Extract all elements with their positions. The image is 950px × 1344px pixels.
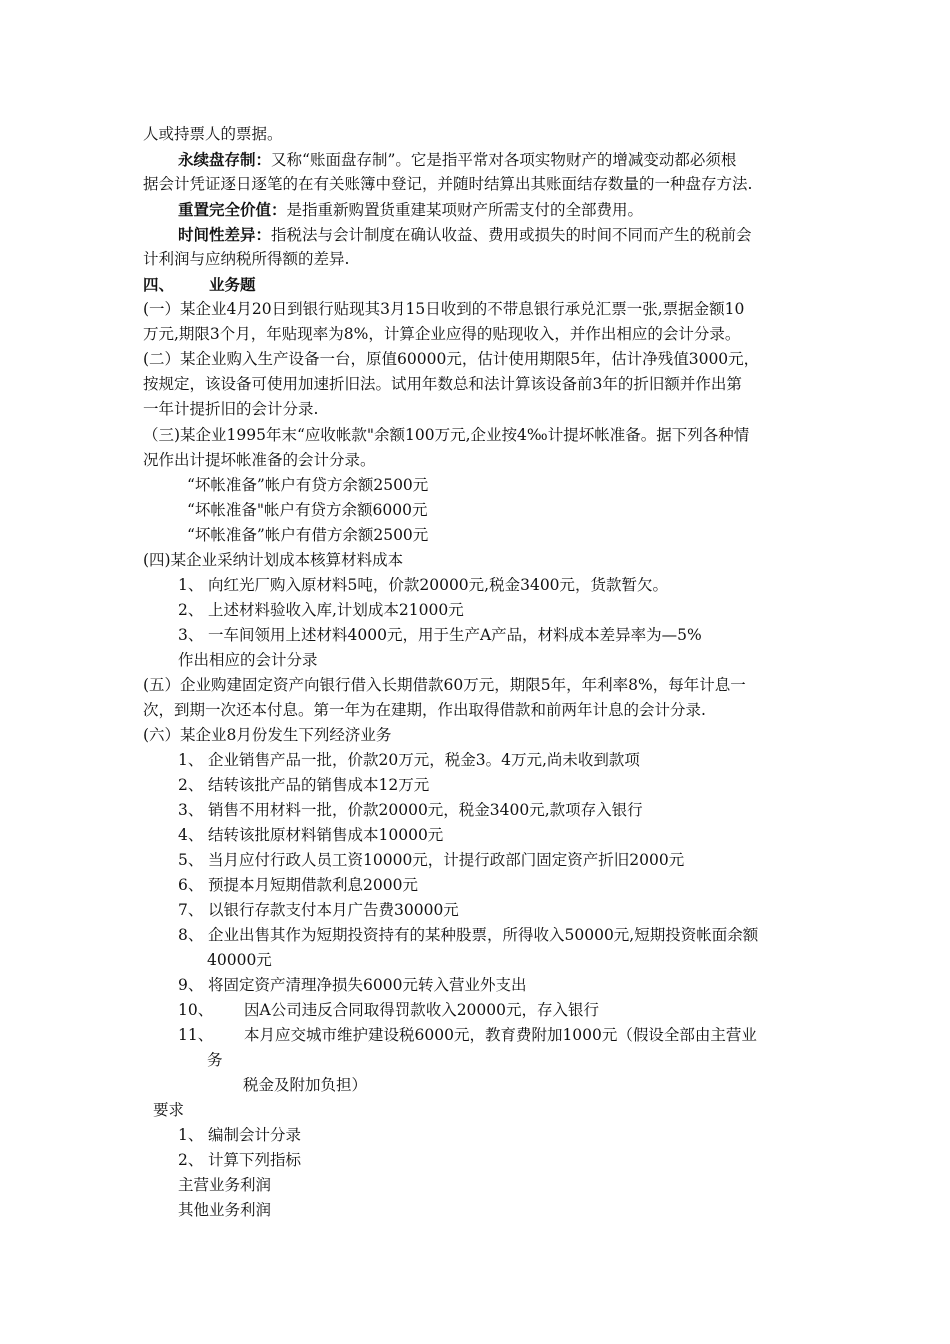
indicator-item: 主营业务利润 — [178, 1176, 272, 1194]
indicator-item: 其他业务利润 — [178, 1201, 272, 1219]
term-text: 是指重新购置货重建某项财产所需支付的全部费用。 — [286, 201, 644, 219]
question-4-line: 作出相应的会计分录 — [178, 651, 318, 669]
item-text: 结转该批产品的销售成本12万元 — [208, 776, 430, 794]
question-4-item — [178, 573, 668, 598]
term-label: 永续盘存制： — [178, 150, 272, 169]
question-6-item-continuation: 税金及附加负担） — [243, 1076, 368, 1094]
question-6-item — [178, 848, 684, 873]
question-6-item — [178, 773, 429, 798]
item-text: 编制会计分录 — [208, 1126, 302, 1144]
question-6-item — [178, 748, 640, 773]
question-3-line: 况作出计提坏帐准备的会计分录。 — [143, 451, 376, 469]
question-6-item — [178, 923, 758, 948]
definition-perpetual-inventory — [178, 147, 736, 173]
text-line: 据会计凭证逐日逐笔的在有关账簿中登记，并随时结算出其账面结存数量的一种盘存方法. — [143, 175, 753, 193]
question-6-item-continuation: 40000元 — [207, 951, 272, 969]
item-text: 企业销售产品一批，价款20万元，税金3。4万元,尚未收到款项 — [208, 751, 640, 769]
term-label: 重置完全价值： — [178, 200, 287, 219]
question-6-item — [178, 973, 526, 998]
item-number: 2、 — [178, 1151, 204, 1169]
requirement-item — [178, 1123, 301, 1148]
question-6-item — [178, 823, 443, 848]
section-heading — [143, 272, 256, 297]
question-3-case: “坏帐准备”帐户有贷方余额2500元 — [187, 476, 429, 494]
term-label: 时间性差异： — [178, 225, 272, 244]
item-number: 9、 — [178, 976, 204, 994]
item-number: 1、 — [178, 751, 204, 769]
question-4-item — [178, 598, 464, 623]
question-1-line: 万元,期限3个月，年贴现率为8%，计算企业应得的贴现收入，并作出相应的会计分录。 — [143, 325, 741, 343]
item-number: 3、 — [178, 801, 204, 819]
item-text: 当月应付行政人员工资10000元，计提行政部门固定资产折旧2000元 — [208, 851, 685, 869]
question-6-line: (六）某企业8月份发生下列经济业务 — [143, 726, 392, 744]
item-number: 4、 — [178, 826, 204, 844]
definition-timing-difference — [178, 222, 752, 248]
question-1-line: (一）某企业4月20日到银行贴现其3月15日收到的不带息银行承兑汇票一张,票据金额10 — [143, 300, 745, 318]
question-2-line: 按规定，该设备可使用加速折旧法。试用年数总和法计算该设备前3年的折旧额并作出第 — [143, 375, 742, 393]
item-number: 1、 — [178, 576, 204, 594]
question-4-line: (四)某企业采纳计划成本核算材料成本 — [143, 551, 404, 569]
definition-replacement-value — [178, 197, 643, 223]
question-6-item — [178, 1023, 757, 1048]
item-text: 销售不用材料一批，价款20000元，税金3400元,款项存入银行 — [208, 801, 643, 819]
question-6-item-continuation: 务 — [207, 1051, 223, 1069]
item-text: 本月应交城市维护建设税6000元，教育费附加1000元（假设全部由主营业 — [244, 1026, 757, 1044]
item-text: 向红光厂购入原材料5吨，价款20000元,税金3400元，货款暂欠。 — [208, 576, 669, 594]
question-6-item — [178, 898, 459, 923]
question-5-line: 次，到期一次还本付息。第一年为在建期，作出取得借款和前两年计息的会计分录. — [143, 701, 706, 719]
item-number: 11、 — [178, 1026, 214, 1044]
item-number: 5、 — [178, 851, 204, 869]
item-number: 2、 — [178, 601, 204, 619]
question-3-case: “坏帐准备”帐户有借方余额2500元 — [187, 526, 429, 544]
text-line: 人或持票人的票据。 — [143, 125, 283, 143]
term-text: 指税法与会计制度在确认收益、费用或损失的时间不同而产生的税前会 — [271, 226, 752, 244]
requirements-heading: 要求 — [153, 1101, 185, 1119]
item-number: 1、 — [178, 1126, 204, 1144]
item-number: 10、 — [178, 1001, 214, 1019]
section-number: 四、 — [143, 275, 175, 294]
question-2-line: (二）某企业购入生产设备一台，原值60000元，估计使用期限5年，估计净残值3000元， — [143, 350, 760, 368]
item-text: 因A公司违反合同取得罚款收入20000元，存入银行 — [244, 1001, 600, 1019]
item-number: 7、 — [178, 901, 204, 919]
item-number: 6、 — [178, 876, 204, 894]
section-title: 业务题 — [209, 275, 256, 294]
item-text: 上述材料验收入库,计划成本21000元 — [208, 601, 464, 619]
item-text: 以银行存款支付本月广告费30000元 — [208, 901, 459, 919]
question-6-item — [178, 873, 418, 898]
question-5-line: (五）企业购建固定资产向银行借入长期借款60万元，期限5年，年利率8%，每年计息一 — [143, 676, 746, 694]
item-number: 3、 — [178, 626, 204, 644]
question-4-item — [178, 623, 702, 648]
question-3-case: “坏帐准备"帐户有贷方余额6000元 — [187, 501, 428, 519]
requirement-item — [178, 1148, 301, 1173]
text-line: 计利润与应纳税所得额的差异. — [143, 250, 350, 268]
item-text: 将固定资产清理净损失6000元转入营业外支出 — [208, 976, 527, 994]
item-text: 计算下列指标 — [208, 1151, 302, 1169]
item-number: 2、 — [178, 776, 204, 794]
item-text: 结转该批原材料销售成本10000元 — [208, 826, 444, 844]
item-text: 预提本月短期借款利息2000元 — [208, 876, 418, 894]
question-6-item — [178, 798, 643, 823]
question-2-line: 一年计提折旧的会计分录. — [143, 400, 319, 418]
item-text: 一车间领用上述材料4000元，用于生产A产品，材料成本差异率为—5% — [208, 626, 702, 644]
question-3-line: （三)某企业1995年末“应收帐款"余额100万元,企业按4‰计提坏帐准备。据下列各种情 — [143, 426, 750, 444]
item-text: 企业出售其作为短期投资持有的某种股票，所得收入50000元,短期投资帐面余额 — [208, 926, 759, 944]
item-number: 8、 — [178, 926, 204, 944]
term-text: 又称“账面盘存制”。它是指平常对各项实物财产的增减变动都必须根 — [271, 151, 737, 169]
question-6-item — [178, 998, 599, 1023]
